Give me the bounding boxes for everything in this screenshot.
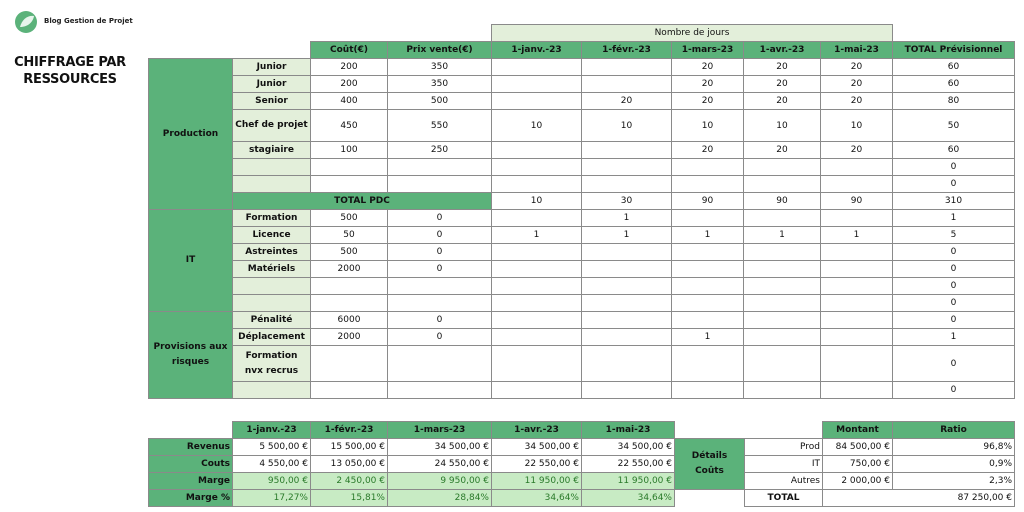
table-cell	[582, 76, 672, 93]
finance-row	[149, 456, 675, 473]
table-cell	[582, 278, 672, 295]
table-cell	[672, 159, 744, 176]
finance-cell: 34 500,00 €	[492, 439, 582, 456]
finance-cell: 13 050,00 €	[311, 456, 388, 473]
table-cell: 0	[893, 346, 1015, 382]
table-cell	[672, 210, 744, 227]
table-row	[149, 93, 1015, 110]
table-cell: 20	[582, 93, 672, 110]
table-cell: 20	[744, 142, 821, 159]
finance-row	[149, 473, 675, 490]
table-cell	[311, 382, 388, 399]
finance-cell: 15 500,00 €	[311, 439, 388, 456]
total-pdc-cell: 90	[672, 193, 744, 210]
table-cell: 1	[744, 227, 821, 244]
table-cell	[492, 312, 582, 329]
table-cell	[821, 312, 893, 329]
finance-table	[148, 421, 675, 507]
table-cell: 20	[744, 76, 821, 93]
table-cell	[672, 278, 744, 295]
table-row	[149, 210, 1015, 227]
col-header: 1-févr.-23	[582, 42, 672, 59]
details-header-row	[675, 422, 1015, 439]
page-title: CHIFFRAGE PAR RESSOURCES	[14, 55, 126, 87]
table-cell	[582, 142, 672, 159]
table-cell	[744, 244, 821, 261]
table-cell: 2000	[311, 329, 388, 346]
table-cell	[492, 346, 582, 382]
resource-name: Formation	[233, 210, 311, 227]
finance-cell: 9 950,00 €	[388, 473, 492, 490]
total-pdc-row	[149, 193, 1015, 210]
resource-name: Astreintes	[233, 244, 311, 261]
table-cell	[744, 295, 821, 312]
table-cell	[672, 295, 744, 312]
col-header: TOTAL Prévisionnel	[893, 42, 1015, 59]
table-cell	[311, 176, 388, 193]
table-row	[149, 312, 1015, 329]
table-cell: 20	[672, 142, 744, 159]
table-cell	[744, 159, 821, 176]
table-cell: 500	[311, 244, 388, 261]
details-total-label: TOTAL	[745, 490, 823, 507]
table-cell	[311, 159, 388, 176]
table-cell: 20	[821, 142, 893, 159]
table-cell: 2000	[311, 261, 388, 278]
table-row	[149, 176, 1015, 193]
table-cell: 50	[893, 110, 1015, 142]
table-row	[149, 159, 1015, 176]
table-cell: 20	[744, 59, 821, 76]
table-cell: 1	[492, 227, 582, 244]
logo	[14, 10, 154, 40]
finance-cell: 34,64%	[582, 490, 675, 507]
table-cell	[821, 329, 893, 346]
table-cell	[582, 159, 672, 176]
details-cell: 750,00 €	[823, 456, 893, 473]
table-cell	[311, 346, 388, 382]
table-cell	[492, 329, 582, 346]
table-cell: 550	[388, 110, 492, 142]
total-pdc-cell: 10	[492, 193, 582, 210]
table-cell: 20	[821, 76, 893, 93]
table-cell: 5	[893, 227, 1015, 244]
table-cell	[582, 261, 672, 278]
table-cell	[388, 382, 492, 399]
table-cell: 100	[311, 142, 388, 159]
col-header: 1-avr.-23	[744, 42, 821, 59]
finance-col-header: 1-mars-23	[388, 422, 492, 439]
table-cell: 20	[744, 93, 821, 110]
finance-row-label: Couts	[149, 456, 233, 473]
table-cell	[821, 159, 893, 176]
table-cell	[388, 295, 492, 312]
table-cell: 0	[893, 176, 1015, 193]
table-row	[149, 142, 1015, 159]
finance-cell: 22 550,00 €	[582, 456, 675, 473]
table-cell: 6000	[311, 312, 388, 329]
column-header-row	[149, 42, 1015, 59]
table-row	[149, 278, 1015, 295]
table-cell: 200	[311, 76, 388, 93]
table-cell: 350	[388, 76, 492, 93]
table-row	[149, 261, 1015, 278]
finance-col-header: 1-févr.-23	[311, 422, 388, 439]
table-cell	[821, 244, 893, 261]
details-cell: 2,3%	[893, 473, 1015, 490]
table-cell: 20	[821, 59, 893, 76]
finance-cell: 17,27%	[233, 490, 311, 507]
table-cell: 0	[893, 261, 1015, 278]
table-cell	[492, 244, 582, 261]
table-cell	[744, 312, 821, 329]
table-cell	[744, 176, 821, 193]
table-cell	[492, 159, 582, 176]
finance-header-row	[149, 422, 675, 439]
total-pdc-label: TOTAL PDC	[233, 193, 492, 210]
table-cell	[672, 382, 744, 399]
finance-row-label: Marge	[149, 473, 233, 490]
table-cell	[492, 295, 582, 312]
table-cell	[311, 295, 388, 312]
table-row	[149, 295, 1015, 312]
resource-name: Formation nvx recrus	[233, 346, 311, 382]
resources-table-body	[149, 25, 1015, 399]
table-cell	[821, 278, 893, 295]
finance-cell: 34 500,00 €	[582, 439, 675, 456]
table-cell: 20	[672, 93, 744, 110]
table-cell	[821, 382, 893, 399]
table-cell	[821, 295, 893, 312]
table-cell	[672, 312, 744, 329]
table-cell: 20	[672, 76, 744, 93]
table-cell: 0	[893, 244, 1015, 261]
group-label-provisions: Provisions aux risques	[149, 312, 233, 399]
table-cell	[672, 346, 744, 382]
table-cell: 0	[893, 159, 1015, 176]
table-cell: 60	[893, 142, 1015, 159]
details-total-row	[675, 490, 1015, 507]
table-cell: 1	[821, 227, 893, 244]
finance-col-header: 1-avr.-23	[492, 422, 582, 439]
table-cell: 0	[388, 210, 492, 227]
details-col-header: Montant	[823, 422, 893, 439]
finance-cell: 11 950,00 €	[582, 473, 675, 490]
details-col-header: Ratio	[893, 422, 1015, 439]
table-cell	[582, 244, 672, 261]
table-row	[149, 244, 1015, 261]
resource-name	[233, 278, 311, 295]
table-row	[149, 346, 1015, 382]
table-cell	[492, 142, 582, 159]
table-cell	[672, 244, 744, 261]
table-cell: 400	[311, 93, 388, 110]
col-header: 1-janv.-23	[492, 42, 582, 59]
table-cell: 10	[582, 110, 672, 142]
logo-text: Blog Gestion de Projet	[44, 17, 133, 25]
table-cell	[492, 210, 582, 227]
table-cell: 20	[821, 93, 893, 110]
resource-name	[233, 295, 311, 312]
table-cell: 0	[388, 244, 492, 261]
finance-cell: 24 550,00 €	[388, 456, 492, 473]
resource-name: stagiaire	[233, 142, 311, 159]
table-cell: 1	[893, 329, 1015, 346]
table-cell: 50	[311, 227, 388, 244]
resource-name: Pénalité	[233, 312, 311, 329]
table-cell: 60	[893, 59, 1015, 76]
table-cell: 0	[893, 312, 1015, 329]
table-cell	[582, 59, 672, 76]
table-cell	[388, 346, 492, 382]
table-cell: 200	[311, 59, 388, 76]
table-cell: 0	[388, 329, 492, 346]
resource-name: Licence	[233, 227, 311, 244]
resource-name	[233, 176, 311, 193]
finance-cell: 34,64%	[492, 490, 582, 507]
details-cell: 96,8%	[893, 439, 1015, 456]
finance-row-label: Revenus	[149, 439, 233, 456]
finance-cell: 950,00 €	[233, 473, 311, 490]
total-pdc-cell: 310	[893, 193, 1015, 210]
table-cell	[672, 176, 744, 193]
table-cell: 0	[893, 382, 1015, 399]
details-cell: 0,9%	[893, 456, 1015, 473]
table-row	[149, 329, 1015, 346]
details-couts-label: Détails Coûts	[675, 439, 745, 490]
table-row	[149, 110, 1015, 142]
col-header: 1-mars-23	[672, 42, 744, 59]
table-cell	[582, 312, 672, 329]
table-cell: 350	[388, 59, 492, 76]
table-cell	[492, 278, 582, 295]
table-cell: 0	[893, 278, 1015, 295]
table-cell	[582, 382, 672, 399]
table-cell	[744, 329, 821, 346]
resource-name	[233, 382, 311, 399]
table-cell	[492, 382, 582, 399]
finance-cell: 4 550,00 €	[233, 456, 311, 473]
resource-name: Matériels	[233, 261, 311, 278]
table-cell	[492, 59, 582, 76]
details-cell: 84 500,00 €	[823, 439, 893, 456]
finance-row	[149, 490, 675, 507]
table-cell	[582, 295, 672, 312]
finance-cell: 2 450,00 €	[311, 473, 388, 490]
table-cell: 500	[388, 93, 492, 110]
table-cell: 1	[582, 227, 672, 244]
table-cell	[744, 210, 821, 227]
table-cell: 500	[311, 210, 388, 227]
table-cell: 250	[388, 142, 492, 159]
table-cell: 60	[893, 76, 1015, 93]
details-cell: Autres	[745, 473, 823, 490]
details-cell: Prod	[745, 439, 823, 456]
table-cell	[492, 93, 582, 110]
table-row	[149, 227, 1015, 244]
leaf-icon	[14, 10, 40, 34]
details-costs-table	[674, 421, 1015, 507]
nombre-jours-header: Nombre de jours	[492, 25, 893, 42]
group-label-it: IT	[149, 210, 233, 312]
finance-cell: 22 550,00 €	[492, 456, 582, 473]
resource-name: Junior	[233, 59, 311, 76]
resource-name: Junior	[233, 76, 311, 93]
table-cell	[672, 261, 744, 278]
finance-cell: 11 950,00 €	[492, 473, 582, 490]
table-row	[149, 76, 1015, 93]
total-pdc-cell: 30	[582, 193, 672, 210]
finance-col-header: 1-janv.-23	[233, 422, 311, 439]
details-cell: 2 000,00 €	[823, 473, 893, 490]
details-row	[675, 439, 1015, 456]
table-cell	[582, 346, 672, 382]
table-cell	[492, 176, 582, 193]
table-cell	[311, 278, 388, 295]
table-cell: 1	[672, 329, 744, 346]
resource-name: Déplacement	[233, 329, 311, 346]
table-cell	[492, 76, 582, 93]
details-cell: IT	[745, 456, 823, 473]
finance-row-label: Marge %	[149, 490, 233, 507]
table-cell: 1	[893, 210, 1015, 227]
table-cell	[582, 176, 672, 193]
resource-name: Senior	[233, 93, 311, 110]
col-header: Prix vente(€)	[388, 42, 492, 59]
table-cell: 1	[672, 227, 744, 244]
total-pdc-cell: 90	[821, 193, 893, 210]
table-cell: 10	[672, 110, 744, 142]
finance-cell: 34 500,00 €	[388, 439, 492, 456]
table-cell	[492, 261, 582, 278]
table-cell: 1	[582, 210, 672, 227]
finance-row	[149, 439, 675, 456]
resource-name	[233, 159, 311, 176]
table-cell	[744, 261, 821, 278]
table-cell	[388, 159, 492, 176]
table-cell: 450	[311, 110, 388, 142]
table-cell	[582, 329, 672, 346]
resources-table	[148, 24, 1015, 399]
table-row	[149, 382, 1015, 399]
table-cell: 20	[672, 59, 744, 76]
table-cell	[388, 176, 492, 193]
table-cell: 10	[492, 110, 582, 142]
resource-name: Chef de projet	[233, 110, 311, 142]
table-cell: 0	[388, 312, 492, 329]
table-cell	[388, 278, 492, 295]
table-cell: 10	[744, 110, 821, 142]
details-total-value: 87 250,00 €	[823, 490, 1015, 507]
total-pdc-cell: 90	[744, 193, 821, 210]
table-cell	[821, 346, 893, 382]
finance-col-header: 1-mai-23	[582, 422, 675, 439]
table-cell	[744, 346, 821, 382]
col-header: 1-mai-23	[821, 42, 893, 59]
table-row	[149, 59, 1015, 76]
finance-cell: 15,81%	[311, 490, 388, 507]
table-cell	[821, 210, 893, 227]
table-cell: 80	[893, 93, 1015, 110]
table-cell: 10	[821, 110, 893, 142]
group-label-production: Production	[149, 59, 233, 210]
table-cell	[744, 278, 821, 295]
table-cell: 0	[893, 295, 1015, 312]
finance-cell: 28,84%	[388, 490, 492, 507]
finance-table-body	[149, 422, 675, 507]
finance-cell: 5 500,00 €	[233, 439, 311, 456]
col-header: Coût(€)	[311, 42, 388, 59]
table-cell	[821, 261, 893, 278]
table-cell	[744, 382, 821, 399]
table-cell: 0	[388, 227, 492, 244]
table-cell: 0	[388, 261, 492, 278]
table-cell	[821, 176, 893, 193]
